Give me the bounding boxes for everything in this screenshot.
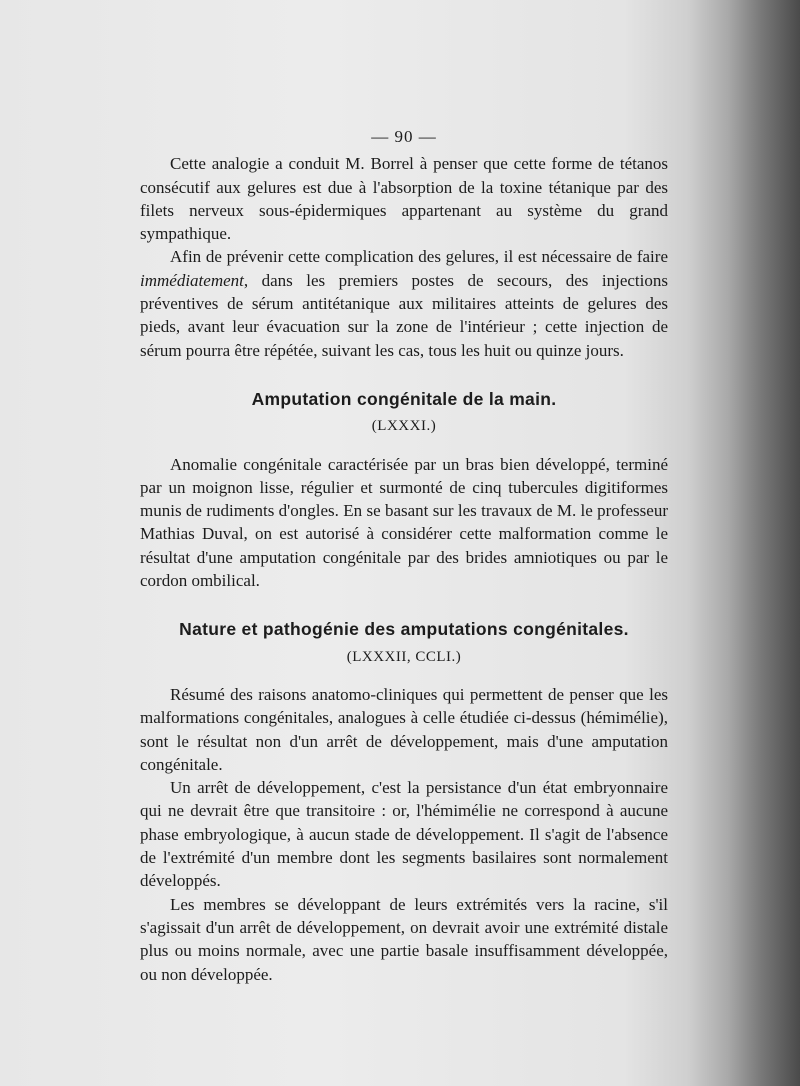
prevention-text-start: Afin de prévenir cette complication des gelures, il est nécessaire de faire xyxy=(170,247,668,267)
section-title-nature-pathogenie: Nature et pathogénie des amputations congénitales. xyxy=(179,619,629,640)
paragraph-anomalie: Anomalie congénitale caractérisée par un bras bien développé, terminé par un moignon lisse, régulier et surmonté de cinq tubercules digitiformes munis de rudiments d'ongles. En se basant sur les travaux de M. le professeur Mathias Duval, on est autorisé à considérer cette malformation comme le résultat d'une amputation congénitale par des brides amniotiques ou par le cordon ombilical. xyxy=(140,454,668,591)
section-reference-1: (LXXXI.) xyxy=(371,418,437,435)
paragraph-membres: Les membres se développant de leurs extrémités vers la racine, s'il s'agissait d'un arrêt de développement, on devrait avoir une extrémité distale plus ou moins normale, avec une partie basale insuffisamment développée, ou non développée. xyxy=(140,894,668,984)
page-number: — 90 — xyxy=(371,127,437,146)
prevention-emphasis: immédiatement xyxy=(140,270,244,290)
paragraph-arret: Un arrêt de développement, c'est la persistance d'un état embryonnaire qui ne devrait être que transitoire : or, l'hémimélie ne correspond à aucune phase embryologique, à aucun stade de développement. Il s'agit de l'absence de l'extrémité d'un membre dont les segments basilaires sont normalement développés. xyxy=(140,778,668,891)
page-text xyxy=(140,125,668,986)
section-title-amputation-main: Amputation congénitale de la main. xyxy=(251,388,557,409)
paragraph-resume: Résumé des raisons anatomo-cliniques qui permettent de penser que les malformations congénitales, analogues à celle étudiée ci-dessus (hémimélie), sont le résultat non d'un arrêt de développement, mais d'une amputation congénitale. xyxy=(140,684,668,774)
prevention-text-end: , dans les premiers postes de secours, des injections préventives de sérum antitétanique aux militaires atteints de gelures des pieds, avant leur évacuation sur la zone de l'intérieur ; cette injection de sérum pourra être répétée, suivant les cas, tous les huit ou quinze jours. xyxy=(140,270,668,360)
section-reference-2: (LXXXII, CCLI.) xyxy=(346,648,462,665)
paragraph-prevention xyxy=(140,245,668,361)
paragraph-tetanos: Cette analogie a conduit M. Borrel à penser que cette forme de tétanos consécutif aux gelures est due à l'absorption de la toxine tétanique par des filets nerveux sous-épidermiques appartenant au système du grand sympathique. xyxy=(140,154,668,244)
